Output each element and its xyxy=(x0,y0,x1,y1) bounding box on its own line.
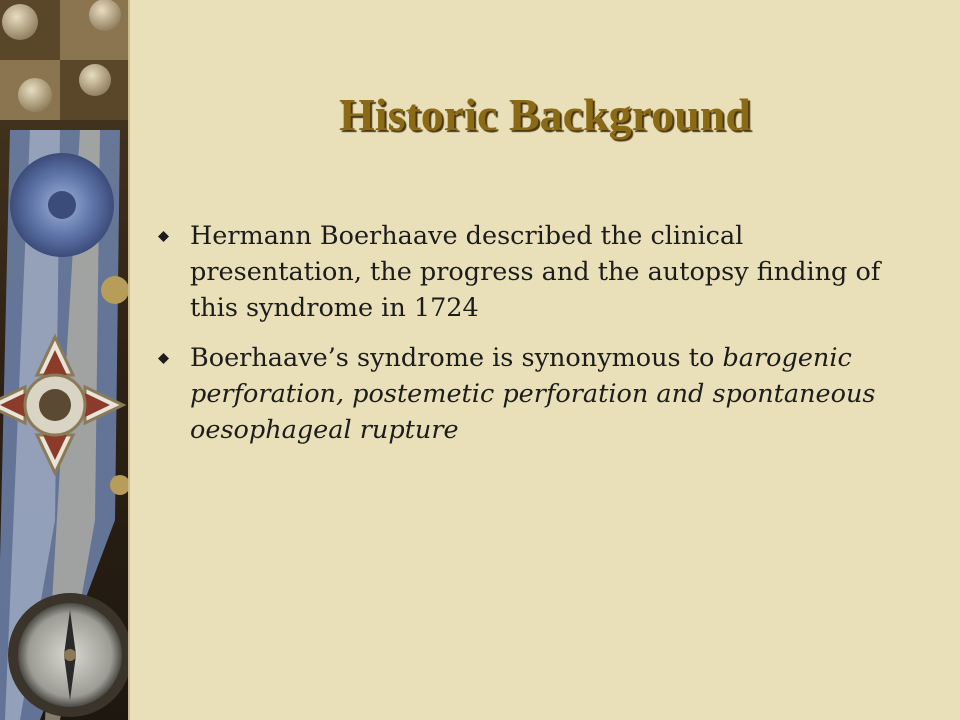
decorative-side-image xyxy=(0,0,128,720)
slide-title: Historic Background xyxy=(339,89,751,140)
bullet-text: Hermann Boerhaave described the clinical presentation, the progress and the autopsy finding of this syndrome in 1724 xyxy=(190,221,881,323)
bullet-list xyxy=(150,218,890,462)
bullet-item-1 xyxy=(150,218,890,326)
bullet-text-italic: barogenic perforation, postemetic perforation and spontaneous oesophageal rupture xyxy=(190,343,876,445)
bullet-item-2 xyxy=(150,340,890,448)
diamond-bullet-icon xyxy=(158,353,169,364)
diamond-bullet-icon xyxy=(158,231,169,242)
bullet-text: Boerhaave’s syndrome is synonymous to xyxy=(190,343,723,373)
medal-collage-image xyxy=(0,0,128,720)
